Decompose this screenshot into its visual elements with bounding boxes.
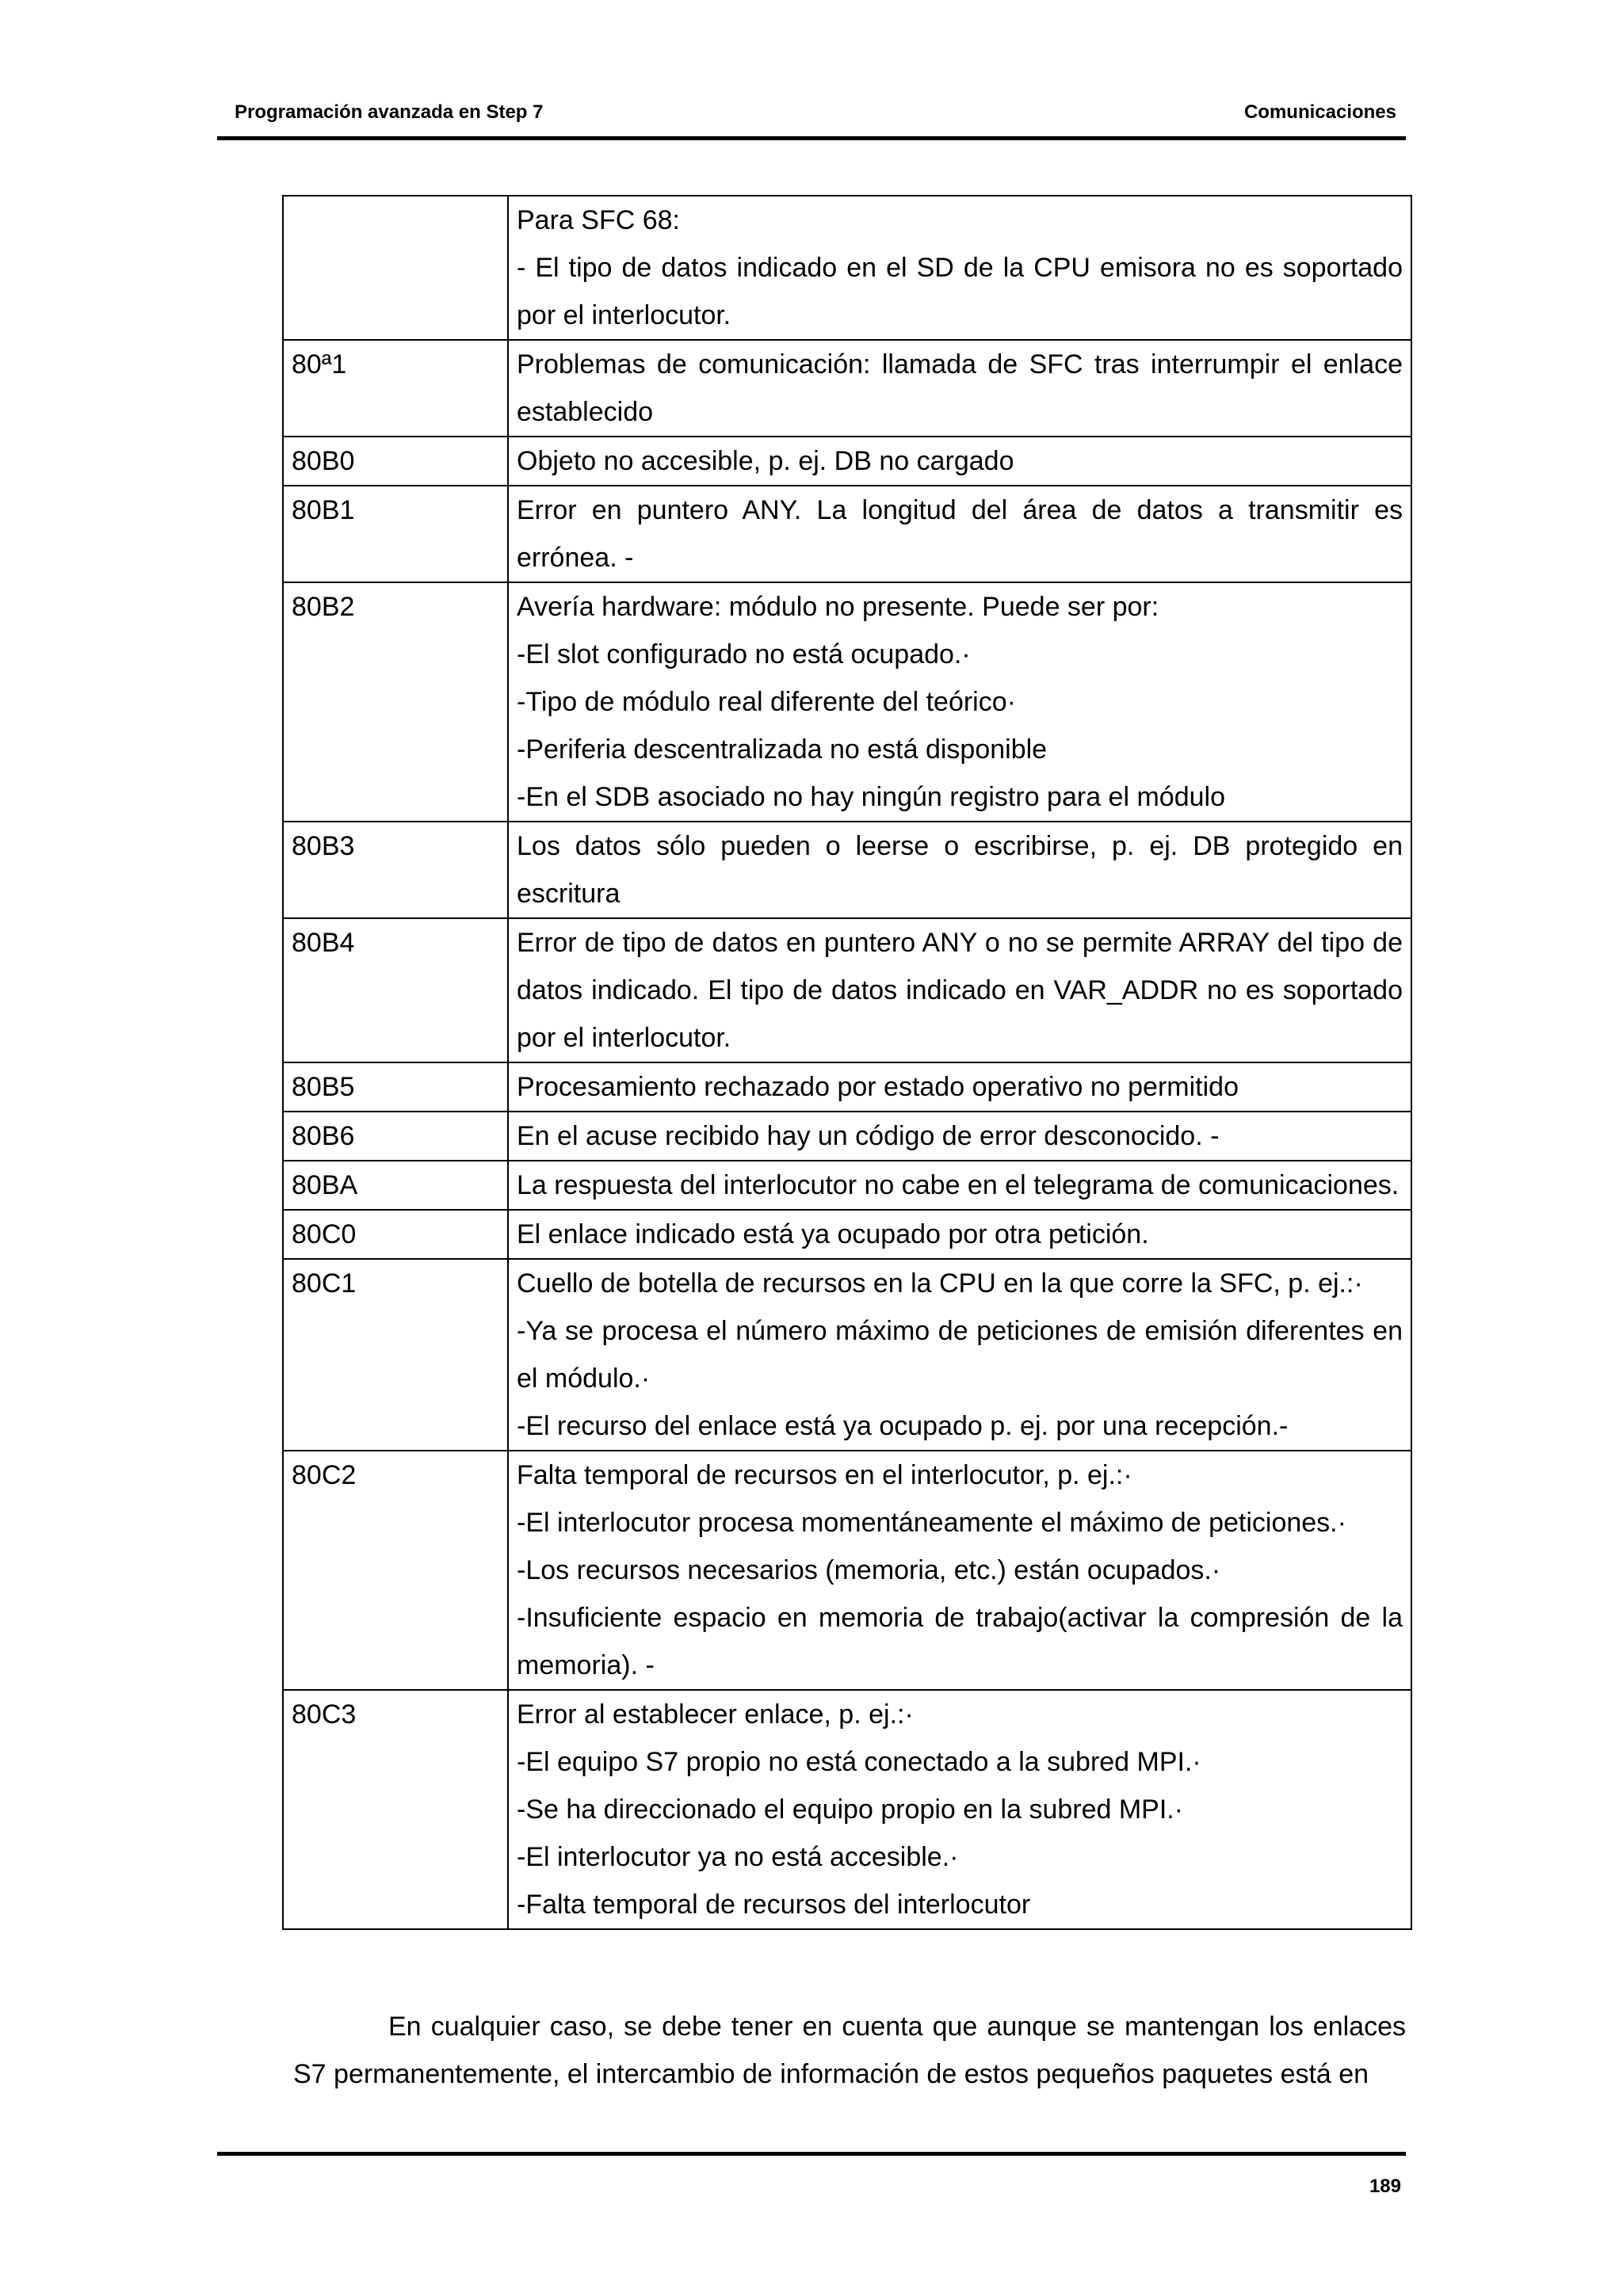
- table-row: [283, 1062, 1411, 1112]
- description-line: -Periferia descentralizada no está disponible: [517, 734, 1048, 765]
- description-line: Problemas de comunicación: llamada de SFC tras interrumpir el enlace establecido: [517, 349, 1403, 427]
- error-code-cell: 80BA: [283, 1161, 508, 1210]
- table-row: [283, 1161, 1411, 1210]
- table-row: [283, 1210, 1411, 1259]
- description-line: -El slot configurado no está ocupado.·: [517, 639, 971, 669]
- description-line: -Insuficiente espacio en memoria de trabajo(activar la compresión de la memoria). -: [517, 1603, 1403, 1680]
- description-line: La respuesta del interlocutor no cabe en el telegrama de comunicaciones.: [517, 1170, 1400, 1200]
- error-description-cell: [508, 822, 1411, 918]
- error-description-cell: [508, 1451, 1411, 1690]
- error-code-table: [282, 195, 1412, 1930]
- page-number: 189: [1369, 2176, 1401, 2197]
- error-code-cell: 80B1: [283, 486, 508, 582]
- error-description-cell: [508, 1161, 1411, 1210]
- error-code-cell: 80B3: [283, 822, 508, 918]
- table-row: [283, 340, 1411, 437]
- description-line: -El recurso del enlace está ya ocupado p. ej. por una recepción.-: [517, 1411, 1289, 1441]
- error-code-cell: 80B2: [283, 582, 508, 822]
- description-line: Error en puntero ANY. La longitud del área de datos a transmitir es errónea. -: [517, 495, 1403, 573]
- description-line: En el acuse recibido hay un código de error desconocido. -: [517, 1121, 1220, 1151]
- error-code-cell: 80C0: [283, 1210, 508, 1259]
- footer-rule: [217, 2152, 1406, 2156]
- error-description-cell: [508, 437, 1411, 486]
- description-line: -Ya se procesa el número máximo de peticiones de emisión diferentes en el módulo.·: [517, 1316, 1403, 1394]
- description-line: -En el SDB asociado no hay ningún registro para el módulo: [517, 782, 1225, 812]
- error-description-cell: [508, 1259, 1411, 1451]
- description-line: Error al establecer enlace, p. ej.:·: [517, 1699, 914, 1730]
- header-rule: [217, 136, 1406, 140]
- description-line: -El interlocutor ya no está accesible.·: [517, 1842, 959, 1872]
- description-line: -El interlocutor procesa momentáneamente el máximo de peticiones.·: [517, 1508, 1346, 1538]
- table-row: [283, 1690, 1411, 1929]
- error-code-cell: 80B4: [283, 918, 508, 1062]
- error-code-table-body: [283, 196, 1411, 1929]
- description-line: Procesamiento rechazado por estado operativo no permitido: [517, 1072, 1239, 1102]
- table-row: [283, 196, 1411, 340]
- body-paragraph: En cualquier caso, se debe tener en cuenta que aunque se mantengan los enlaces S7 permanentemente, el intercambio de información de estos pequeños paquetes está en: [293, 2012, 1406, 2089]
- error-code-cell: 80C3: [283, 1690, 508, 1929]
- table-row: [283, 486, 1411, 582]
- table-row: [283, 1259, 1411, 1451]
- error-code-cell: 80B6: [283, 1112, 508, 1161]
- table-row: [283, 437, 1411, 486]
- description-line: - El tipo de datos indicado en el SD de la CPU emisora no es soportado por el interlocutor.: [517, 253, 1403, 330]
- error-description-cell: [508, 1062, 1411, 1112]
- description-line: -Los recursos necesarios (memoria, etc.) están ocupados.·: [517, 1555, 1221, 1585]
- error-code-cell: 80B0: [283, 437, 508, 486]
- table-row: [283, 822, 1411, 918]
- error-description-cell: [508, 1210, 1411, 1259]
- header-section: Comunicaciones: [1243, 101, 1396, 123]
- error-code-cell: 80ª1: [283, 340, 508, 437]
- error-description-cell: [508, 340, 1411, 437]
- error-description-cell: [508, 1690, 1411, 1929]
- error-code-cell: [283, 196, 508, 340]
- error-description-cell: [508, 486, 1411, 582]
- description-line: Para SFC 68:: [517, 205, 680, 235]
- description-line: Objeto no accesible, p. ej. DB no cargado: [517, 446, 1014, 476]
- error-description-cell: [508, 196, 1411, 340]
- error-code-cell: 80B5: [283, 1062, 508, 1112]
- table-row: [283, 582, 1411, 822]
- table-row: [283, 1451, 1411, 1690]
- description-line: Error de tipo de datos en puntero ANY o no se permite ARRAY del tipo de datos indicado. El tipo de datos indicado en VAR_ADDR no es soportado por el interlocutor.: [517, 928, 1403, 1053]
- description-line: Falta temporal de recursos en el interlocutor, p. ej.:·: [517, 1460, 1132, 1490]
- error-code-cell: 80C2: [283, 1451, 508, 1690]
- description-line: -El equipo S7 propio no está conectado a la subred MPI.·: [517, 1747, 1201, 1777]
- table-row: [283, 1112, 1411, 1161]
- description-line: -Falta temporal de recursos del interlocutor: [517, 1890, 1031, 1920]
- description-line: Avería hardware: módulo no presente. Puede ser por:: [517, 592, 1159, 622]
- description-line: El enlace indicado está ya ocupado por otra petición.: [517, 1219, 1149, 1249]
- description-line: Los datos sólo pueden o leerse o escribirse, p. ej. DB protegido en escritura: [517, 831, 1403, 909]
- description-line: -Tipo de módulo real diferente del teórico·: [517, 687, 1016, 717]
- description-line: Cuello de botella de recursos en la CPU en la que corre la SFC, p. ej.:·: [517, 1268, 1363, 1299]
- description-line: -Se ha direccionado el equipo propio en la subred MPI.·: [517, 1794, 1184, 1825]
- error-code-cell: 80C1: [283, 1259, 508, 1451]
- header-title: Programación avanzada en Step 7: [235, 101, 544, 123]
- error-description-cell: [508, 1112, 1411, 1161]
- table-row: [283, 918, 1411, 1062]
- error-description-cell: [508, 582, 1411, 822]
- error-description-cell: [508, 918, 1411, 1062]
